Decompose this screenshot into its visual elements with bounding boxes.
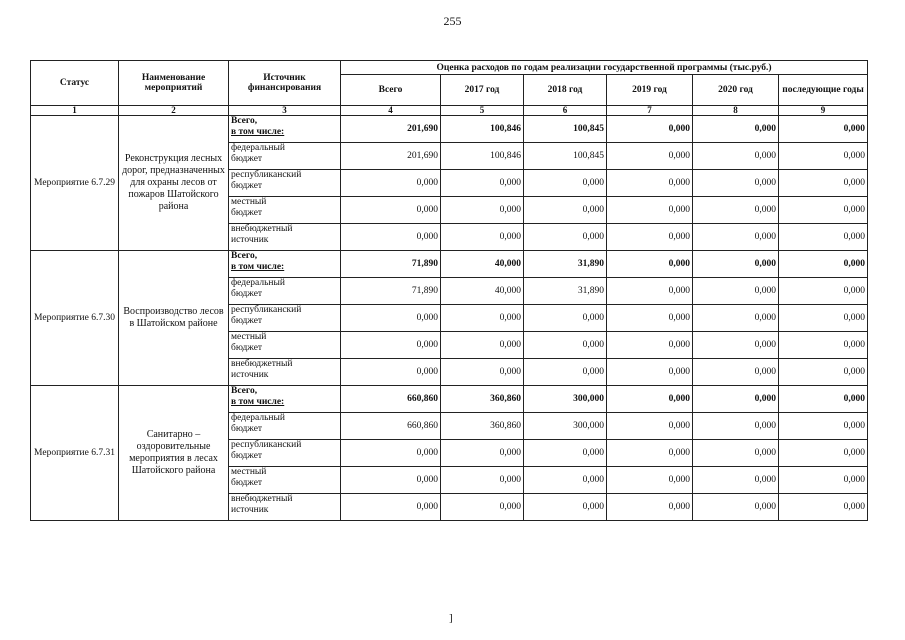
amount-cell: 0,000 bbox=[693, 143, 779, 170]
header-estimate: Оценка расходов по годам реализации государственной программы (тыс.руб.) bbox=[341, 61, 868, 75]
funding-source bbox=[229, 440, 341, 467]
header-source: Источник финансирования bbox=[229, 61, 341, 106]
funding-source-line: бюджет bbox=[231, 424, 263, 434]
funding-source-line: федеральный bbox=[231, 143, 285, 153]
activity-name: Воспроизводство лесов в Шатойском районе bbox=[119, 251, 229, 386]
column-numbers-row bbox=[31, 106, 868, 116]
header-activity: Наименование мероприятий bbox=[119, 61, 229, 106]
amount-cell: 0,000 bbox=[607, 116, 693, 143]
amount-cell: 0,000 bbox=[693, 386, 779, 413]
amount-cell: 201,690 bbox=[341, 116, 441, 143]
funding-source bbox=[229, 467, 341, 494]
amount-cell: 0,000 bbox=[607, 278, 693, 305]
activity-name: Реконструкция лесных дорог, предназначенных для охраны лесов от пожаров Шатойского района bbox=[119, 116, 229, 251]
amount-cell: 0,000 bbox=[524, 359, 607, 386]
amount-cell: 0,000 bbox=[779, 413, 868, 440]
funding-source bbox=[229, 386, 341, 413]
funding-source-line: Всего, bbox=[231, 386, 258, 396]
column-number: 2 bbox=[119, 106, 229, 116]
header-2019: 2019 год bbox=[607, 75, 693, 106]
funding-source-line: бюджет bbox=[231, 451, 263, 461]
amount-cell: 300,000 bbox=[524, 386, 607, 413]
amount-cell: 0,000 bbox=[607, 413, 693, 440]
funding-source-line: бюджет bbox=[231, 208, 263, 218]
table-row-total bbox=[31, 116, 868, 143]
budget-table bbox=[30, 60, 868, 521]
amount-cell: 201,690 bbox=[341, 143, 441, 170]
page-number: 255 bbox=[443, 14, 462, 28]
header-status: Статус bbox=[31, 61, 119, 106]
amount-cell: 0,000 bbox=[779, 251, 868, 278]
funding-source-line: бюджет bbox=[231, 316, 263, 326]
amount-cell: 0,000 bbox=[341, 332, 441, 359]
funding-source-line: федеральный bbox=[231, 278, 285, 288]
amount-cell: 0,000 bbox=[441, 467, 524, 494]
funding-source bbox=[229, 494, 341, 521]
amount-cell: 100,846 bbox=[441, 143, 524, 170]
amount-cell: 0,000 bbox=[607, 143, 693, 170]
funding-source bbox=[229, 278, 341, 305]
funding-source-line: бюджет bbox=[231, 181, 263, 191]
amount-cell: 71,890 bbox=[341, 251, 441, 278]
amount-cell: 0,000 bbox=[341, 197, 441, 224]
amount-cell: 0,000 bbox=[524, 224, 607, 251]
amount-cell: 100,845 bbox=[524, 116, 607, 143]
amount-cell: 0,000 bbox=[693, 251, 779, 278]
amount-cell: 0,000 bbox=[779, 305, 868, 332]
amount-cell: 0,000 bbox=[341, 224, 441, 251]
funding-source-line: Всего, bbox=[231, 116, 258, 126]
funding-source-line: местный bbox=[231, 467, 267, 477]
header-total: Всего bbox=[341, 75, 441, 106]
amount-cell: 40,000 bbox=[441, 278, 524, 305]
table-row-total bbox=[31, 251, 868, 278]
amount-cell: 360,860 bbox=[441, 386, 524, 413]
amount-cell: 0,000 bbox=[607, 197, 693, 224]
amount-cell: 40,000 bbox=[441, 251, 524, 278]
funding-source-line: бюджет bbox=[231, 289, 263, 299]
funding-source bbox=[229, 251, 341, 278]
activity-name: Санитарно – оздоровительные мероприятия в лесах Шатойского района bbox=[119, 386, 229, 521]
funding-source-line: источник bbox=[231, 235, 269, 245]
amount-cell: 0,000 bbox=[779, 332, 868, 359]
amount-cell: 0,000 bbox=[607, 170, 693, 197]
amount-cell: 0,000 bbox=[441, 332, 524, 359]
amount-cell: 0,000 bbox=[524, 197, 607, 224]
amount-cell: 0,000 bbox=[341, 305, 441, 332]
funding-source bbox=[229, 413, 341, 440]
funding-source-line: федеральный bbox=[231, 413, 285, 423]
amount-cell: 360,860 bbox=[441, 413, 524, 440]
amount-cell: 0,000 bbox=[441, 494, 524, 521]
amount-cell: 0,000 bbox=[341, 440, 441, 467]
funding-source bbox=[229, 359, 341, 386]
amount-cell: 0,000 bbox=[779, 359, 868, 386]
amount-cell: 0,000 bbox=[524, 440, 607, 467]
funding-source-line bbox=[231, 127, 338, 138]
funding-source bbox=[229, 224, 341, 251]
amount-cell: 0,000 bbox=[693, 197, 779, 224]
header-later-years: последующие годы bbox=[779, 75, 868, 106]
amount-cell: 0,000 bbox=[524, 467, 607, 494]
funding-source bbox=[229, 332, 341, 359]
funding-source-line: источник bbox=[231, 370, 269, 380]
amount-cell: 0,000 bbox=[693, 116, 779, 143]
activity-status: Мероприятие 6.7.31 bbox=[31, 386, 119, 521]
amount-cell: 100,846 bbox=[441, 116, 524, 143]
column-number: 4 bbox=[341, 106, 441, 116]
funding-source-line: местный bbox=[231, 197, 267, 207]
amount-cell: 0,000 bbox=[341, 494, 441, 521]
column-number: 8 bbox=[693, 106, 779, 116]
amount-cell: 0,000 bbox=[779, 197, 868, 224]
amount-cell: 0,000 bbox=[693, 413, 779, 440]
funding-source bbox=[229, 143, 341, 170]
column-number: 9 bbox=[779, 106, 868, 116]
funding-source-line: республиканский bbox=[231, 305, 302, 315]
amount-cell: 0,000 bbox=[693, 224, 779, 251]
activity-status: Мероприятие 6.7.30 bbox=[31, 251, 119, 386]
amount-cell: 0,000 bbox=[441, 305, 524, 332]
amount-cell: 0,000 bbox=[341, 467, 441, 494]
amount-cell: 0,000 bbox=[779, 386, 868, 413]
amount-cell: 100,845 bbox=[524, 143, 607, 170]
amount-cell: 300,000 bbox=[524, 413, 607, 440]
funding-source bbox=[229, 197, 341, 224]
amount-cell: 0,000 bbox=[779, 224, 868, 251]
column-number: 3 bbox=[229, 106, 341, 116]
amount-cell: 0,000 bbox=[693, 278, 779, 305]
amount-cell: 0,000 bbox=[524, 305, 607, 332]
table-body bbox=[31, 116, 868, 521]
amount-cell: 71,890 bbox=[341, 278, 441, 305]
amount-cell: 0,000 bbox=[607, 224, 693, 251]
column-number: 5 bbox=[441, 106, 524, 116]
amount-cell: 0,000 bbox=[341, 170, 441, 197]
funding-source bbox=[229, 170, 341, 197]
amount-cell: 0,000 bbox=[693, 359, 779, 386]
funding-source-line: бюджет bbox=[231, 343, 263, 353]
funding-source-line: внебюджетный bbox=[231, 359, 293, 369]
amount-cell: 0,000 bbox=[607, 494, 693, 521]
funding-source-line: республиканский bbox=[231, 440, 302, 450]
amount-cell: 31,890 bbox=[524, 251, 607, 278]
amount-cell: 0,000 bbox=[607, 332, 693, 359]
funding-source-line: Всего, bbox=[231, 251, 258, 261]
footer-mark: ] bbox=[449, 612, 453, 624]
table-row-total bbox=[31, 386, 868, 413]
amount-cell: 0,000 bbox=[524, 332, 607, 359]
amount-cell: 0,000 bbox=[607, 386, 693, 413]
amount-cell: 0,000 bbox=[693, 494, 779, 521]
amount-cell: 0,000 bbox=[607, 440, 693, 467]
funding-source-line: местный bbox=[231, 332, 267, 342]
amount-cell: 0,000 bbox=[441, 359, 524, 386]
funding-source-line: бюджет bbox=[231, 478, 263, 488]
funding-source-line bbox=[231, 262, 338, 273]
amount-cell: 0,000 bbox=[441, 170, 524, 197]
funding-source-line bbox=[231, 397, 338, 408]
column-number: 7 bbox=[607, 106, 693, 116]
amount-cell: 0,000 bbox=[779, 116, 868, 143]
amount-cell: 0,000 bbox=[341, 359, 441, 386]
amount-cell: 0,000 bbox=[779, 278, 868, 305]
amount-cell: 0,000 bbox=[607, 359, 693, 386]
column-number: 1 bbox=[31, 106, 119, 116]
amount-cell: 0,000 bbox=[693, 332, 779, 359]
header-2017: 2017 год bbox=[441, 75, 524, 106]
amount-cell: 660,860 bbox=[341, 413, 441, 440]
funding-source-subline: в том числе: bbox=[231, 127, 285, 137]
funding-source-line: бюджет bbox=[231, 154, 263, 164]
funding-source-line: внебюджетный bbox=[231, 494, 293, 504]
funding-source bbox=[229, 116, 341, 143]
amount-cell: 0,000 bbox=[607, 305, 693, 332]
amount-cell: 0,000 bbox=[693, 440, 779, 467]
amount-cell: 0,000 bbox=[441, 197, 524, 224]
funding-source-line: источник bbox=[231, 505, 269, 515]
amount-cell: 0,000 bbox=[607, 251, 693, 278]
amount-cell: 31,890 bbox=[524, 278, 607, 305]
funding-source-subline: в том числе: bbox=[231, 262, 285, 272]
amount-cell: 0,000 bbox=[607, 467, 693, 494]
amount-cell: 0,000 bbox=[693, 467, 779, 494]
funding-source-line: внебюджетный bbox=[231, 224, 293, 234]
amount-cell: 0,000 bbox=[524, 494, 607, 521]
funding-source-line: республиканский bbox=[231, 170, 302, 180]
header-2018: 2018 год bbox=[524, 75, 607, 106]
amount-cell: 660,860 bbox=[341, 386, 441, 413]
amount-cell: 0,000 bbox=[779, 143, 868, 170]
amount-cell: 0,000 bbox=[779, 467, 868, 494]
amount-cell: 0,000 bbox=[441, 440, 524, 467]
funding-source bbox=[229, 305, 341, 332]
amount-cell: 0,000 bbox=[441, 224, 524, 251]
header-2020: 2020 год bbox=[693, 75, 779, 106]
activity-status: Мероприятие 6.7.29 bbox=[31, 116, 119, 251]
amount-cell: 0,000 bbox=[779, 170, 868, 197]
amount-cell: 0,000 bbox=[693, 305, 779, 332]
amount-cell: 0,000 bbox=[524, 170, 607, 197]
amount-cell: 0,000 bbox=[779, 494, 868, 521]
funding-source-subline: в том числе: bbox=[231, 397, 285, 407]
amount-cell: 0,000 bbox=[779, 440, 868, 467]
column-number: 6 bbox=[524, 106, 607, 116]
amount-cell: 0,000 bbox=[693, 170, 779, 197]
